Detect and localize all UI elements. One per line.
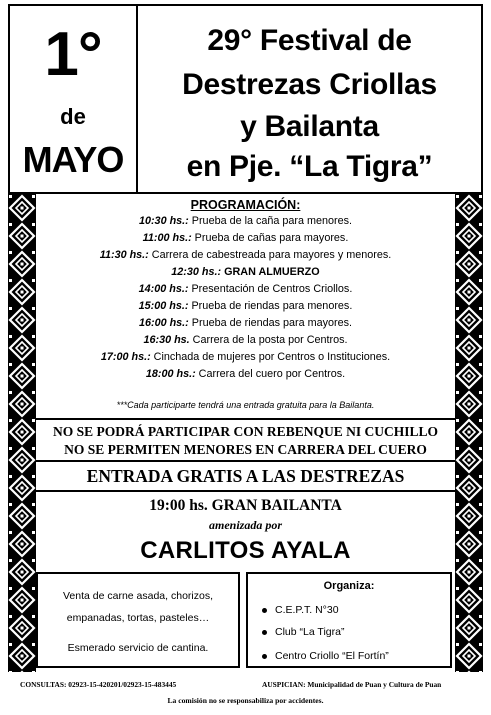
date-month: MAYO [22,139,124,180]
program-time: 15:00 hs.: [138,300,189,312]
entrada-banner: ENTRADA GRATIS A LAS DESTREZAS [86,466,405,486]
program-row [36,249,455,261]
artist-name: CARLITOS AYALA [140,537,351,564]
program-time: 12:30 hs.: [171,266,222,278]
program-activity: Prueba de riendas para menores. [188,300,353,312]
organizer-item: Club “La Tigra” [262,626,344,638]
program-time: 18:00 hs.: [145,368,196,380]
bullet-icon [262,630,267,635]
program-time: 14:00 hs.: [138,283,189,295]
program-time: 17:00 hs.: [100,351,151,363]
warning-line-2: NO SE PERMITEN MENORES EN CARRERA DEL CUERO [64,442,427,457]
food-line-1: Venta de carne asada, chorizos, [62,590,213,602]
footer-contact: CONSULTAS: 02923-15-420201/02923-15-483445 [20,680,177,689]
program-row [36,232,455,244]
program-activity: Prueba de riendas para mayores. [188,317,353,329]
title-line-2: Destrezas Criollas [182,68,437,101]
program-row [36,351,455,363]
divider [36,490,455,492]
program-row [36,266,455,278]
pattern-border-left [8,194,36,672]
program-activity: GRAN ALMUERZO [221,266,320,278]
program-activity: Cinchada de mujeres por Centros o Instituciones. [150,351,391,363]
program-row [36,317,455,329]
date-connector: de [60,104,86,129]
footer-disclaimer: La comisión no se responsabiliza por accidentes. [167,696,324,705]
title-line-1: 29° Festival de [207,24,412,57]
program-row [36,283,455,295]
food-line-3: Esmerado servicio de cantina. [67,642,209,654]
food-box [36,572,240,668]
program-row [36,300,455,312]
food-line-2: empanadas, tortas, pasteles… [66,612,210,624]
organizers-title: Organiza: [323,580,375,592]
program-activity: Carrera de cabestreada para mayores y menores. [148,249,392,261]
organizers-box [246,572,452,668]
program-time: 10:30 hs.: [138,215,189,227]
program-row [36,368,455,380]
footer-sponsors: AUSPICIAN: Municipalidad de Puan y Cultura de Puan [262,680,442,689]
festival-title-box [136,4,483,194]
title-line-3: y Bailanta [240,110,379,143]
bullet-icon [262,654,267,659]
program-activity: Presentación de Centros Criollos. [188,283,353,295]
program-activity: Prueba de cañas para mayores. [191,232,349,244]
date-box [8,4,138,194]
program-note: ***Cada participarte tendrá una entrada gratuita para la Bailanta. [116,400,375,410]
organizer-item: Centro Criollo “El Fortín” [262,650,389,662]
title-line-4: en Pje. “La Tigra” [186,150,433,183]
amenizada-text: amenizada por [208,518,282,532]
program-time: 11:00 hs.: [142,232,192,244]
program-activity: Prueba de la caña para menores. [188,215,353,227]
warning-line-1: NO SE PODRÁ PARTICIPAR CON REBENQUE NI CUCHILLO [53,424,438,439]
program-title: PROGRAMACIÓN: [190,198,301,212]
program-activity: Carrera del cuero por Centros. [195,368,346,380]
bullet-icon [262,608,267,613]
program-time: 16:30 hs. [143,334,190,346]
program-row [36,215,455,227]
program-time: 11:30 hs.: [99,249,149,261]
organizer-item: C.E.P.T. N°30 [262,604,339,616]
program-activity: Carrera de la posta por Centros. [189,334,348,346]
divider [36,460,455,462]
bailanta-heading: 19:00 hs. GRAN BAILANTA [149,497,342,514]
pattern-border-right [455,194,483,672]
date-day: 1° [44,20,102,89]
divider [36,418,455,420]
program-time: 16:00 hs.: [138,317,189,329]
program-row [36,334,455,346]
